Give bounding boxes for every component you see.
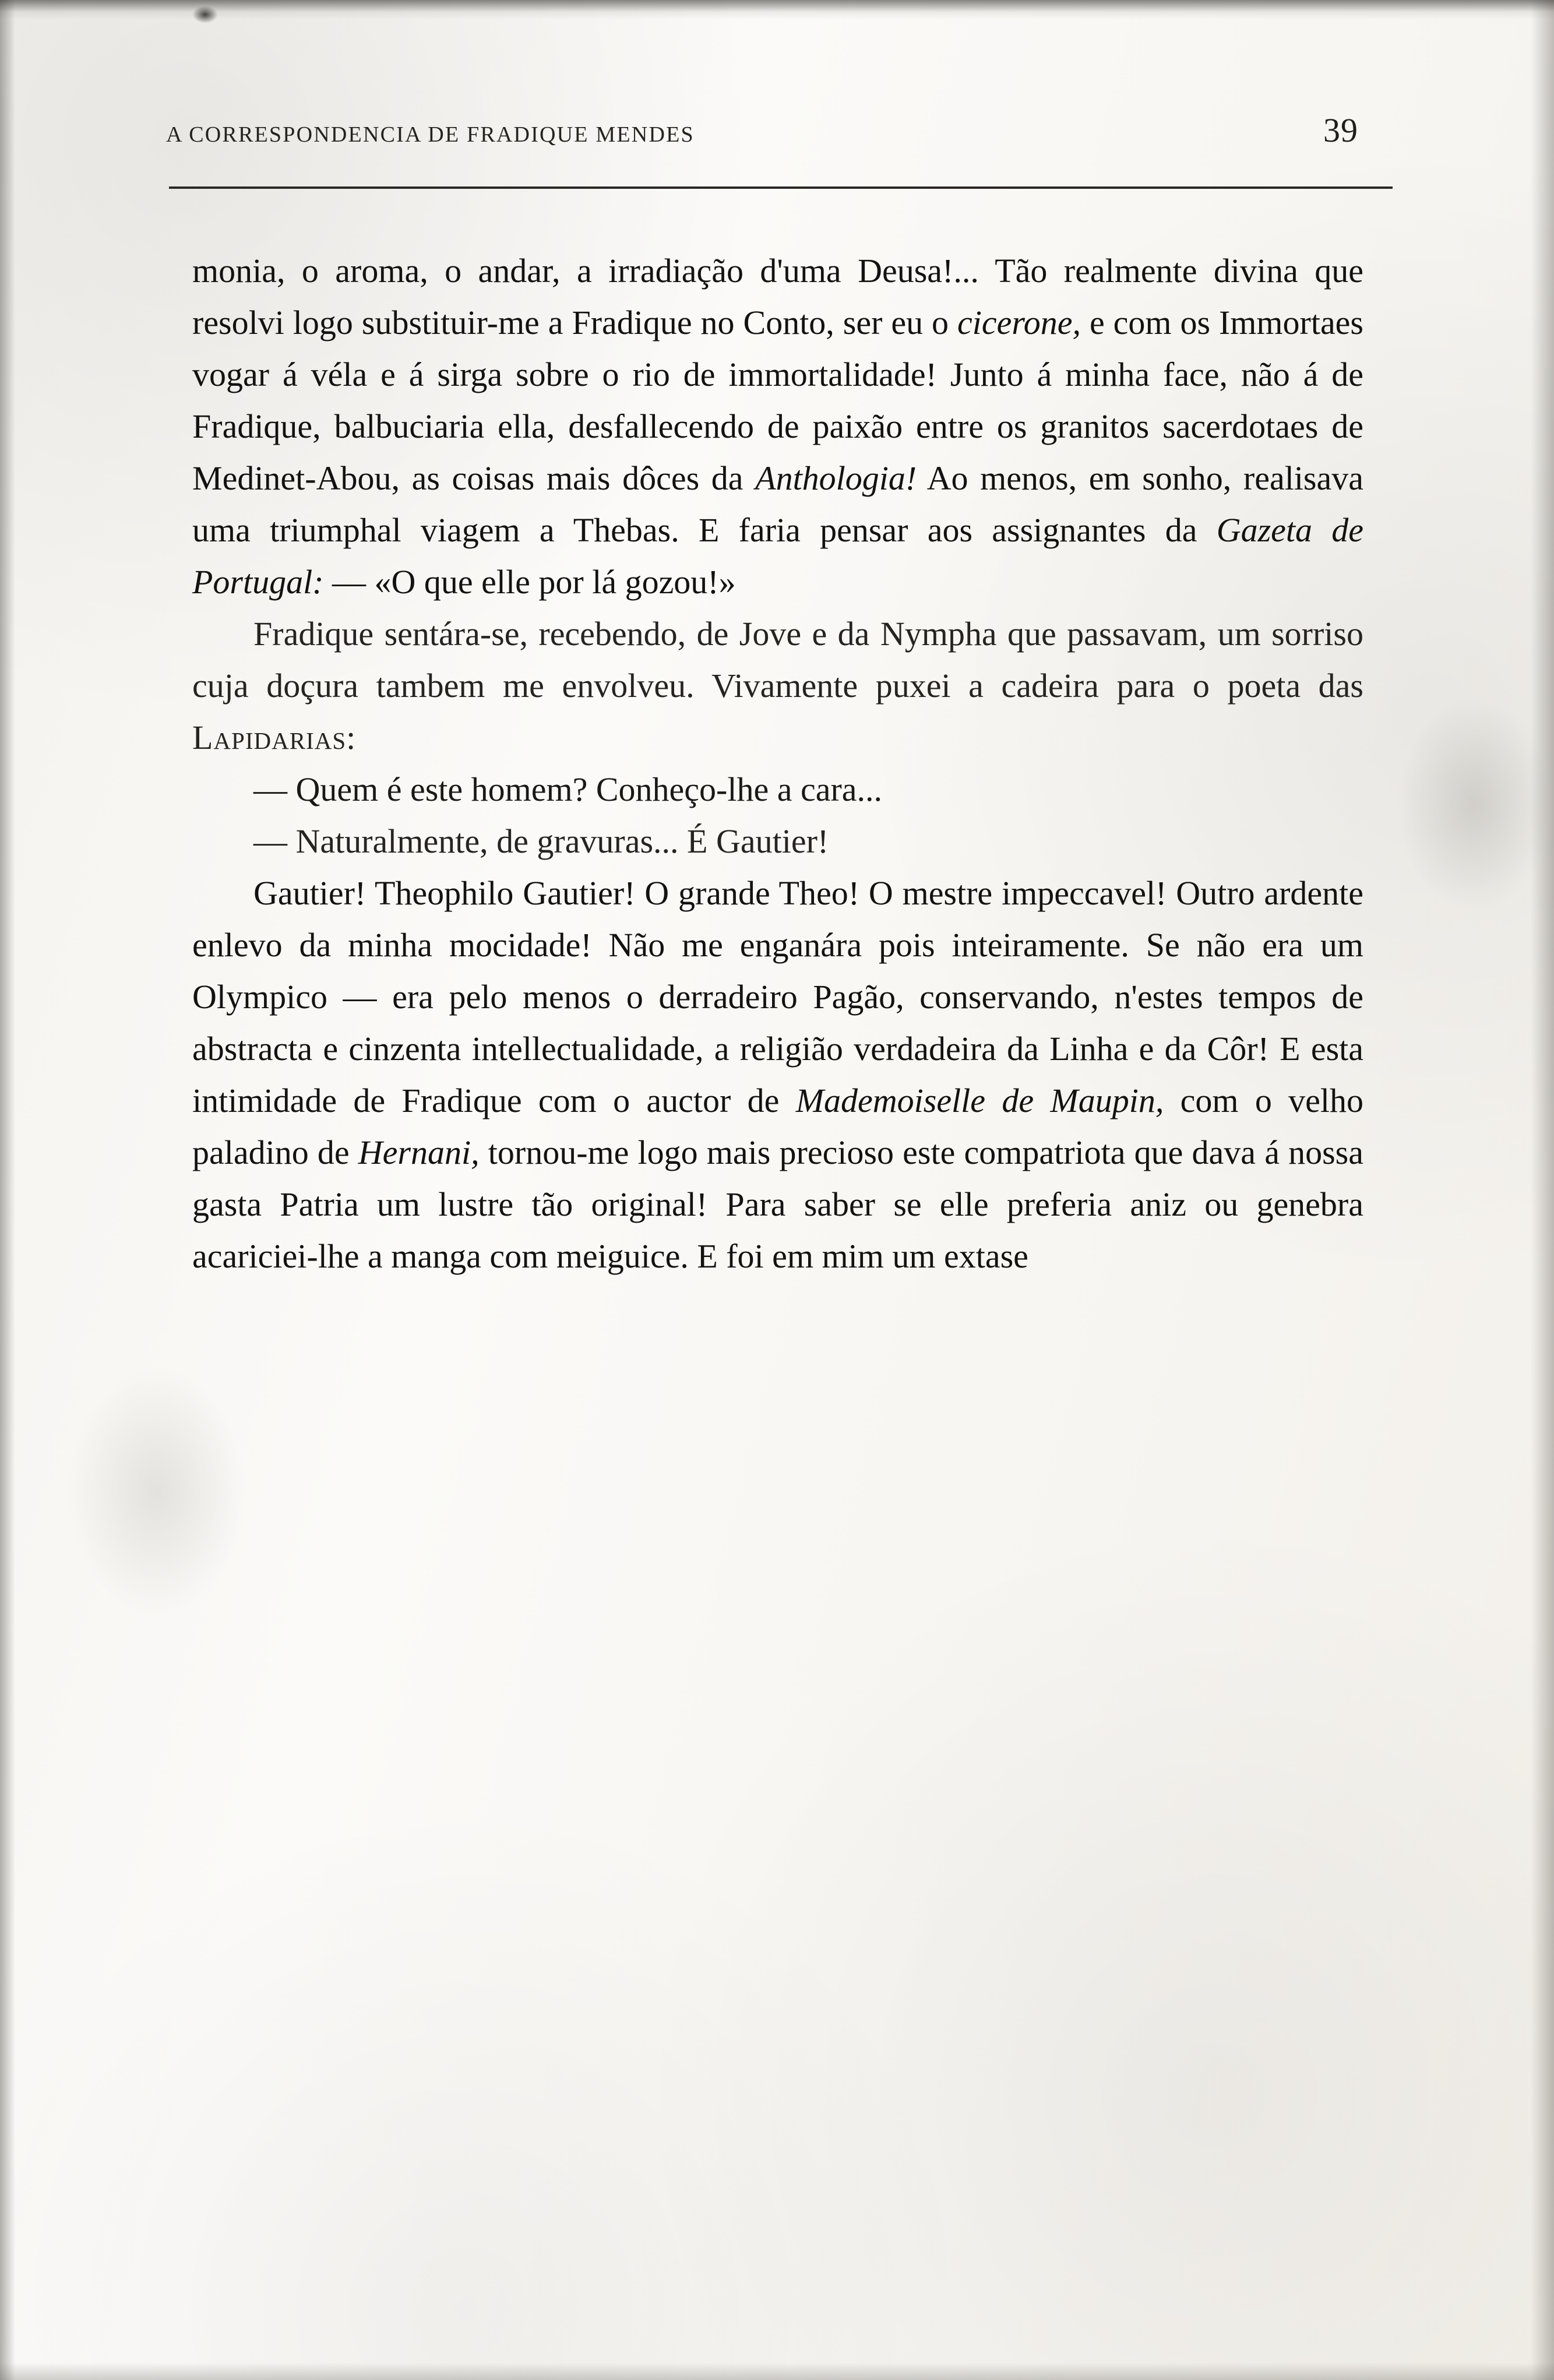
scan-edge-right bbox=[1531, 0, 1554, 2380]
text-run: Gautier! Theophilo Gautier! O grande Theo! O mestre impeccavel! Outro ardente enlevo da minha mocidade! Não me enganára pois inteiramente. Se não era um Olympico — era pelo menos o derradeiro Pagão, conservando, n'estes tempos de abstracta e cinzenta intellectualidade, a religião verdadeira da Linha e da Côr! E esta intimidade de Fradique com o auctor de bbox=[192, 874, 1363, 1119]
running-title: A CORRESPONDENCIA DE FRADIQUE MENDES bbox=[166, 122, 695, 147]
paragraph-5 bbox=[192, 867, 1363, 1282]
italic-run: Anthologia! bbox=[755, 459, 917, 497]
text-run: Fradique sentára-se, recebendo, de Jove e da Nympha que passavam, um sorriso cuja doçura tambem me envolveu. Vivamente puxei a cadeira para o poeta das bbox=[192, 615, 1363, 705]
body-text bbox=[192, 245, 1363, 1282]
text-run: : bbox=[346, 719, 356, 756]
header-rule bbox=[169, 186, 1393, 189]
italic-run: Mademoiselle de Maupin, bbox=[795, 1082, 1164, 1119]
scan-smudge-right bbox=[1398, 699, 1550, 909]
text-run: com o velho paladino de bbox=[192, 1082, 1364, 1171]
paragraph-2 bbox=[192, 608, 1363, 763]
text-run: Ao menos, em sonho, realisava uma triumphal viagem a Thebas. E faria pensar aos assignantes da bbox=[192, 459, 1363, 549]
scan-edge-top bbox=[0, 0, 1554, 20]
scan-edge-left bbox=[0, 0, 15, 2380]
text-run: monia, o aroma, o andar, a irradiação d'uma Deusa!... Tão realmente divina que resolvi logo substituir-me a Fradique no Conto, ser eu o bbox=[192, 252, 1363, 341]
text-run: — «O que elle por lá gozou!» bbox=[323, 563, 736, 601]
paragraph-3 bbox=[192, 763, 1363, 815]
italic-run: Hernani, bbox=[358, 1133, 480, 1171]
running-head bbox=[166, 111, 1366, 150]
paragraph-1 bbox=[192, 245, 1363, 608]
text-run: — Naturalmente, de gravuras... É Gautier! bbox=[253, 822, 829, 860]
scan-edge-bottom bbox=[0, 2363, 1554, 2380]
scan-smudge-top-left bbox=[192, 6, 218, 23]
page-number: 39 bbox=[1323, 111, 1358, 149]
italic-run: Gazeta de Portugal: bbox=[192, 511, 1364, 601]
text-run: tornou-me logo mais precioso este compatriota que dava á nossa gasta Patria um lustre tão original! Para saber se elle preferia aniz ou genebra acariciei-lhe a manga com meiguice. E foi em mim um extase bbox=[192, 1133, 1363, 1275]
text-run: e com os Immortaes vogar á véla e á sirga sobre o rio de immortalidade! Junto á minha face, não á de Fradique, balbuciaria ella, desfallecendo de paixão entre os granitos sacerdotaes de Medinet-Abou, as coisas mais dôces da bbox=[192, 304, 1364, 497]
italic-run: cicerone, bbox=[957, 304, 1081, 341]
text-run: — Quem é este homem? Conheço-lhe a cara... bbox=[253, 770, 883, 808]
paragraph-4 bbox=[192, 815, 1363, 867]
scan-smudge-left bbox=[70, 1369, 245, 1614]
smallcaps-run: Lapidarias bbox=[192, 719, 347, 756]
